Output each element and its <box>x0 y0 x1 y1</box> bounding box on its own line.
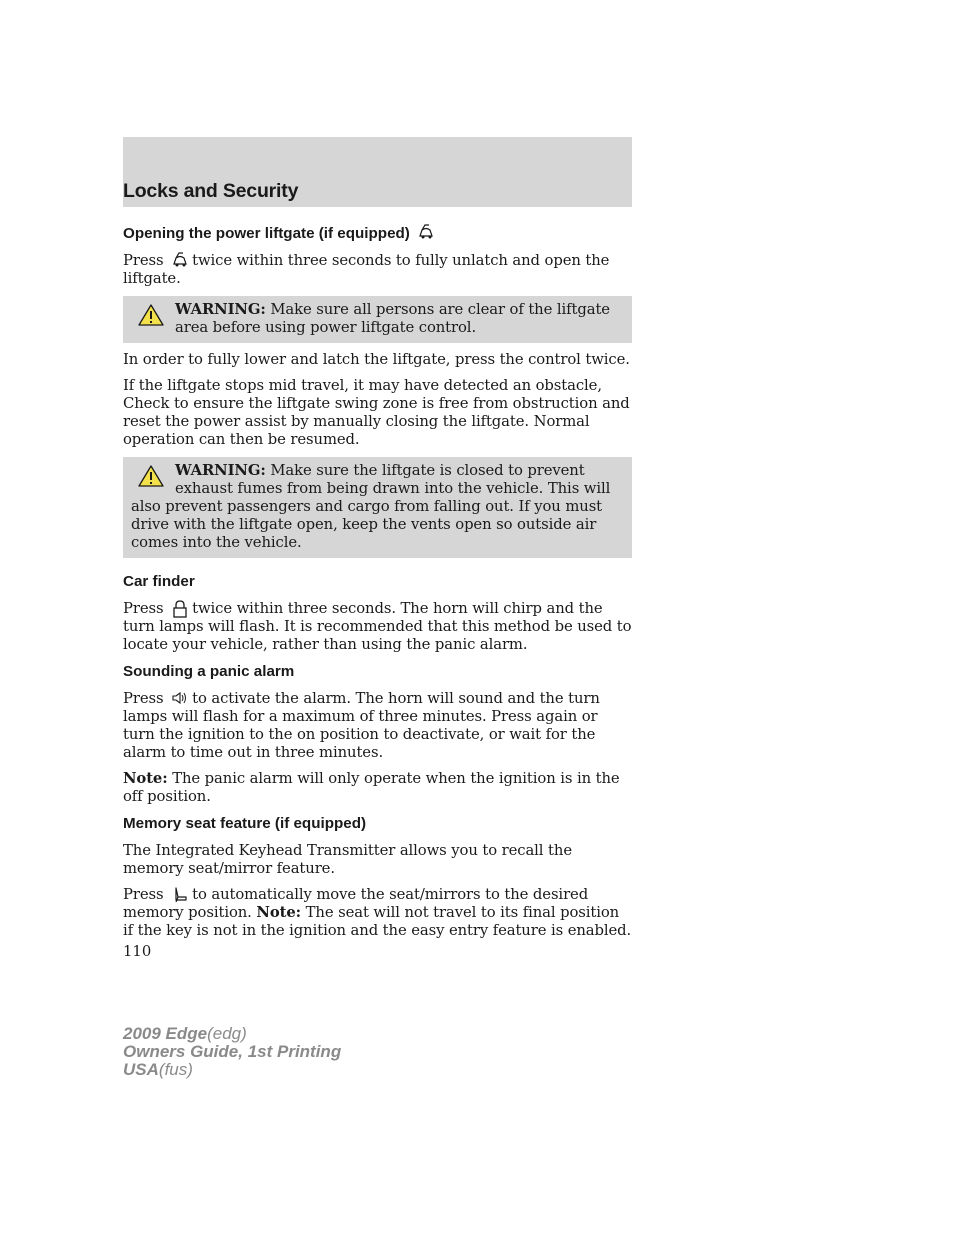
car-finder-paragraph <box>123 600 632 654</box>
section-title: Locks and Security <box>123 180 299 202</box>
footer-model-code: (edg) <box>207 1024 247 1043</box>
press-word: Press <box>123 886 164 903</box>
memory-note-text: The seat will not travel to its final position if the key is not in the ignition and the easy entry feature is enabled. <box>123 904 632 939</box>
panic-note-text: The panic alarm will only operate when the ignition is in the off position. <box>123 770 620 805</box>
footer-market-code: (fus) <box>158 1060 193 1079</box>
footer-line-2 <box>123 1043 341 1061</box>
warning-label: WARNING: <box>175 301 266 318</box>
footer-guide: Owners Guide, 1st Printing <box>123 1042 342 1061</box>
press-word: Press <box>123 252 164 269</box>
liftgate-heading-text: Opening the power liftgate (if equipped) <box>123 225 410 242</box>
liftgate-icon <box>170 252 190 270</box>
panic-note-paragraph <box>123 770 632 806</box>
footer <box>123 1025 341 1079</box>
warning-text: Make sure all persons are clear of the liftgate area before using power liftgate control. <box>175 301 610 336</box>
panic-icon <box>170 690 190 708</box>
car-finder-text: twice within three seconds. The horn will chirp and the turn lamps will flash. It is recommended that this method be used to locate your vehicle, rather than using the panic alarm. <box>123 600 632 653</box>
footer-market: USA <box>123 1060 159 1079</box>
panic-paragraph <box>123 690 632 762</box>
memory-heading: Memory seat feature (if equipped) <box>123 815 367 832</box>
liftgate-icon <box>416 224 436 242</box>
liftgate-heading <box>123 224 632 244</box>
memory-intro-paragraph: The Integrated Keyhead Transmitter allows you to recall the memory seat/mirror feature. <box>123 842 572 877</box>
warning-box <box>123 457 632 558</box>
footer-line-1 <box>123 1025 341 1043</box>
liftgate-press-paragraph <box>123 252 632 288</box>
panic-text: to activate the alarm. The horn will sound and the turn lamps will flash for a maximum of three minutes. Press again or turn the ignition to the on position to deactivate, or wait for the alarm to time out in three minutes. <box>123 690 600 761</box>
page-content <box>123 224 632 948</box>
memory-text: to automatically move the seat/mirrors to the desired memory position. <box>123 886 589 921</box>
press-word: Press <box>123 600 164 617</box>
lock-icon <box>170 600 190 618</box>
press-word: Press <box>123 690 164 707</box>
memory-press-paragraph <box>123 886 632 940</box>
note-label: Note: <box>123 770 168 787</box>
warning-box <box>123 296 632 343</box>
liftgate-stops-paragraph: If the liftgate stops mid travel, it may have detected an obstacle, Check to ensure the liftgate swing zone is free from obstruction and reset the power assist by manually closing the liftgate. Normal operation can then be resumed. <box>123 377 630 448</box>
footer-model: 2009 Edge <box>123 1024 208 1043</box>
page-number: 110 <box>123 943 152 960</box>
liftgate-press-text: twice within three seconds to fully unlatch and open the liftgate. <box>123 252 610 287</box>
warning-label: WARNING: <box>175 462 266 479</box>
liftgate-lower-paragraph: In order to fully lower and latch the liftgate, press the control twice. <box>123 351 630 368</box>
car-finder-heading: Car finder <box>123 573 195 590</box>
panic-heading: Sounding a panic alarm <box>123 663 295 680</box>
footer-line-3 <box>123 1061 341 1079</box>
warning-triangle-icon <box>131 301 171 337</box>
note-label: Note: <box>256 904 302 921</box>
warning-triangle-icon <box>131 462 171 498</box>
memory-seat-icon <box>170 886 190 904</box>
warning-text: Make sure the liftgate is closed to prevent exhaust fumes from being drawn into the vehicle. This will also prevent passengers and cargo from falling out. If you must drive with the liftgate open, keep the vents open so outside air comes into the vehicle. <box>131 462 611 551</box>
